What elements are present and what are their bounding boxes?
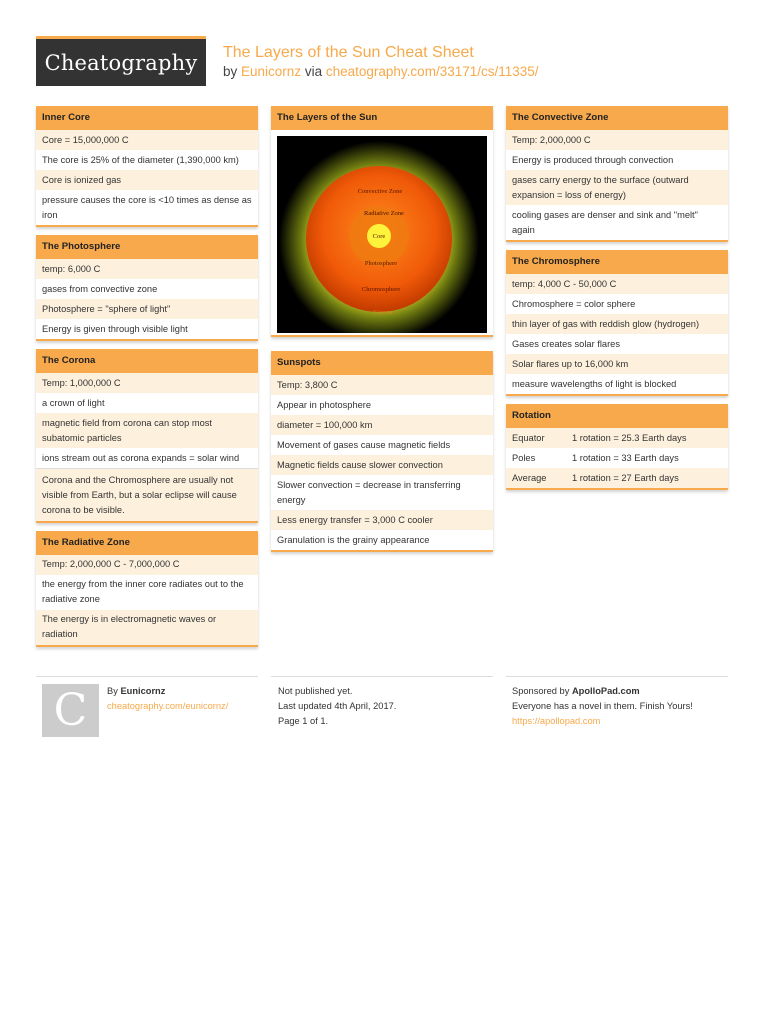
table-row: Less energy transfer = 3,000 C cooler: [271, 510, 493, 530]
footer-author: [107, 684, 228, 714]
cheatography-logo[interactable]: [36, 36, 206, 86]
table-row: magnetic field from corona can stop most subatomic particles: [36, 413, 258, 448]
sponsor-tagline: Everyone has a novel in them. Finish Yours!: [512, 701, 693, 711]
row-key: Average: [512, 472, 547, 483]
diagram-label: Corona: [373, 309, 393, 316]
section-header: Sunspots: [271, 351, 493, 375]
sheet-url-link[interactable]: cheatography.com/33171/cs/11335/: [325, 64, 539, 79]
table-row: thin layer of gas with reddish glow (hydrogen): [506, 314, 728, 334]
table-row: pressure causes the core is <10 times as dense as iron: [42, 194, 252, 220]
table-row: Temp: 1,000,000 C: [36, 373, 258, 393]
sponsor-link[interactable]: https://apollopad.com: [512, 716, 601, 726]
table-row: Solar flares up to 16,000 km: [506, 354, 728, 374]
row-value: 1 rotation = 25.3 Earth days: [572, 432, 687, 443]
sponsor-name[interactable]: ApolloPad.com: [571, 686, 640, 696]
footer-status: [278, 684, 396, 729]
footer-sponsor: [512, 684, 693, 729]
footer-author-name[interactable]: Eunicornz: [120, 686, 166, 696]
table-row: Chromosphere = color sphere: [512, 298, 636, 309]
sunspots-section: [271, 351, 493, 552]
table-row: Granulation is the grainy appearance: [277, 534, 430, 545]
table-row: Temp: 2,000,000 C - 7,000,000 C: [36, 555, 258, 575]
table-row: Gases creates solar flares: [512, 338, 620, 349]
table-row: Energy is produced through convection: [512, 154, 674, 165]
table-row: [506, 468, 728, 488]
diagram-label: Chromosphere: [361, 286, 401, 293]
column-3: [506, 106, 728, 498]
row-key: Poles: [512, 452, 536, 463]
table-row: temp: 6,000 C: [36, 259, 258, 279]
section-header: Inner Core: [36, 106, 258, 130]
layers-of-sun-section: [271, 106, 493, 337]
table-row: The core is 25% of the diameter (1,390,000 km): [42, 154, 239, 165]
table-row: Temp: 2,000,000 C: [506, 130, 728, 150]
by-word: by: [223, 64, 238, 79]
table-row: Appear in photosphere: [277, 399, 372, 410]
avatar[interactable]: [42, 684, 99, 737]
convective-zone-section: [506, 106, 728, 242]
table-row: a crown of light: [42, 397, 105, 408]
table-row: Slower convection = decrease in transferring energy: [277, 479, 461, 505]
section-header: Rotation: [506, 404, 728, 428]
inner-core-section: [36, 106, 258, 227]
table-row: measure wavelengths of light is blocked: [512, 378, 677, 389]
diagram-label: Core: [372, 233, 386, 240]
section-header: The Radiative Zone: [36, 531, 258, 555]
last-updated: Last updated 4th April, 2017.: [278, 701, 397, 711]
corona-section: [36, 349, 258, 523]
table-row: ions stream out as corona expands = solar wind: [42, 452, 240, 463]
table-row: the energy from the inner core radiates out to the radiative zone: [42, 579, 244, 604]
table-row: Temp: 3,800 C: [271, 375, 493, 395]
footer-divider: [271, 676, 493, 677]
page-title: The Layers of the Sun Cheat Sheet: [223, 44, 474, 61]
sponsored-prefix: Sponsored by: [512, 686, 570, 696]
section-header: The Layers of the Sun: [271, 106, 493, 130]
avatar-letter: C: [53, 685, 88, 736]
table-row: Magnetic fields cause slower convection: [271, 455, 493, 475]
sun-diagram-wrap: [271, 130, 493, 335]
footer-author-link[interactable]: cheatography.com/eunicornz/: [107, 701, 229, 711]
table-row: Photosphere = "sphere of light": [36, 299, 258, 319]
column-2: [271, 106, 493, 560]
row-value: 1 rotation = 27 Earth days: [572, 472, 679, 483]
via-word: via: [304, 64, 323, 79]
table-row: temp: 4,000 C - 50,000 C: [506, 274, 728, 294]
table-row: [506, 428, 728, 448]
table-row: Movement of gases cause magnetic fields: [277, 439, 451, 450]
published-status: Not published yet.: [278, 686, 353, 696]
table-row: Core is ionized gas: [36, 170, 258, 190]
chromosphere-section: [506, 250, 728, 396]
diagram-label: Convective Zone: [357, 188, 403, 195]
rotation-section: [506, 404, 728, 490]
diagram-label: Radiative Zone: [364, 210, 404, 217]
footer-by-word: By: [107, 686, 118, 696]
table-row: [506, 448, 728, 468]
radiative-zone-section: [36, 531, 258, 647]
section-note: Corona and the Chromosphere are usually not visible from Earth, but a solar eclipse will cause corona to be visible.: [36, 468, 258, 521]
table-row: The energy is in electromagnetic waves or radiation: [36, 610, 258, 645]
sun-layers-diagram: [277, 136, 487, 333]
table-row: Energy is given through visible light: [42, 323, 188, 334]
byline: [223, 64, 539, 79]
row-value: 1 rotation = 33 Earth days: [572, 452, 679, 463]
table-row: gases carry energy to the surface (outward expansion = loss of energy): [506, 170, 728, 205]
section-header: The Convective Zone: [506, 106, 728, 130]
author-link[interactable]: Eunicornz: [241, 64, 302, 79]
logo-text: Cheatography: [44, 50, 198, 75]
section-header: The Chromosphere: [506, 250, 728, 274]
diagram-label: Photosphere: [364, 260, 398, 267]
table-row: diameter = 100,000 km: [271, 415, 493, 435]
column-1: [36, 106, 258, 655]
section-header: The Corona: [36, 349, 258, 373]
section-header: The Photosphere: [36, 235, 258, 259]
footer-divider: [36, 676, 258, 677]
table-row: gases from convective zone: [42, 283, 158, 294]
row-key: Equator: [512, 432, 545, 443]
footer-divider: [506, 676, 728, 677]
table-row: Core = 15,000,000 C: [36, 130, 258, 150]
page-number: Page 1 of 1.: [278, 716, 329, 726]
table-row: cooling gases are denser and sink and "melt" again: [512, 209, 698, 235]
photosphere-section: [36, 235, 258, 341]
